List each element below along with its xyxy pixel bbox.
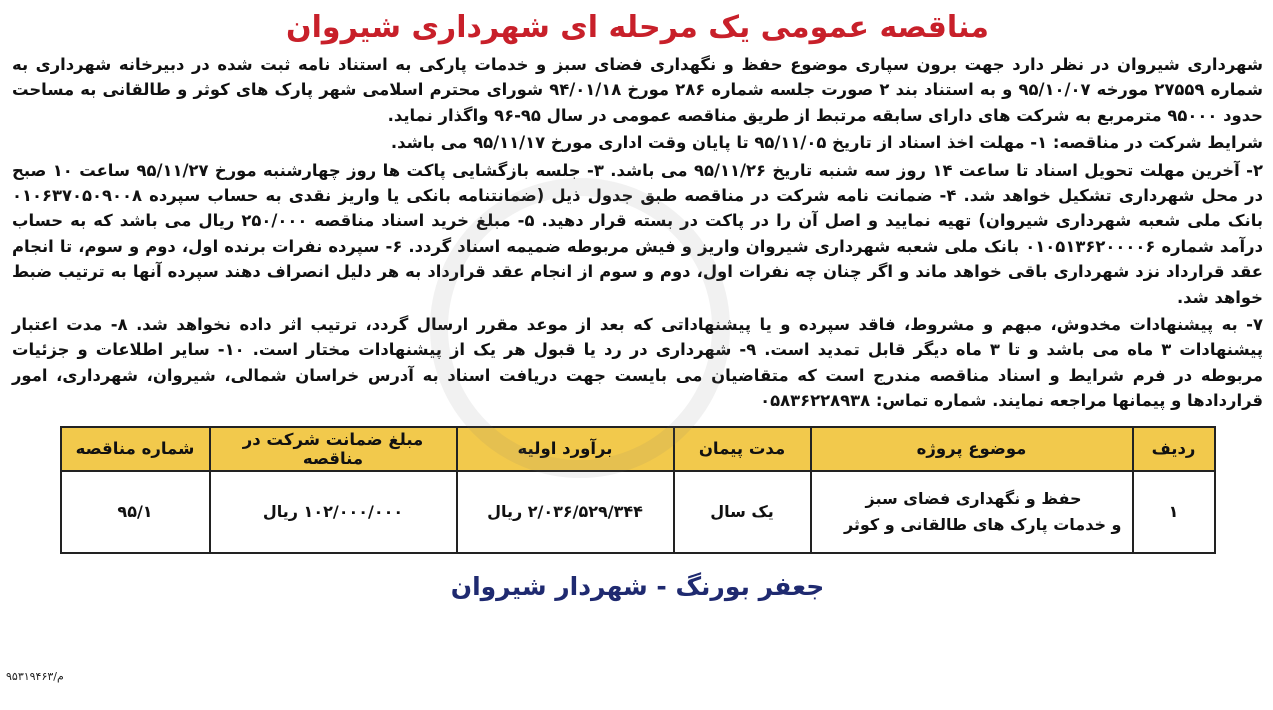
tender-notice xyxy=(0,8,1273,710)
subject-line-2: و خدمات پارک های طالقانی و کوثر xyxy=(843,514,1122,534)
header-estimate: برآورد اولیه xyxy=(457,427,674,471)
condition-1: ۱- مهلت اخذ اسناد از تاریخ ۹۵/۱۱/۰۵ تا پایان وقت اداری مورخ ۹۵/۱۱/۱۷ می باشد. xyxy=(390,133,1048,153)
conditions-line-1 xyxy=(12,130,1263,155)
header-subject: موضوع پروژه xyxy=(811,427,1133,471)
header-guarantee: مبلغ ضمانت شرکت در مناقصه xyxy=(210,427,457,471)
ad-code: ۹۵۳۱۹۴۶۳/م xyxy=(6,670,64,683)
conditions-heading: شرایط شرکت در مناقصه: xyxy=(1052,133,1263,153)
conditions-2-to-6: ۲- آخرین مهلت تحویل اسناد تا ساعت ۱۴ روز سه شنبه تاریخ ۹۵/۱۱/۲۶ می باشد. ۳- جلسه بازگشایی پاکت ها روز چهارشنبه مورخ ۹۵/۱۱/۲۷ ساعت ۱۰ صبح در محل شهرداری تشکیل خواهد شد. ۴- ضمانت نامه شرکت در مناقصه طبق جدول ذیل (ضمانتنامه بانکی یا واریز نقدی به حساب سپرده ۰۱۰۶۳۷۰۵۰۹۰۰۸ بانک ملی شعبه شهرداری شیروان) تهیه نمایید و اصل آن را در پاکت در بسته قرار دهید. ۵- مبلغ خرید اسناد مناقصه ۲۵۰/۰۰۰ ریال می باشد که به حساب درآمد شماره ۰۱۰۵۱۳۶۲۰۰۰۰۶ بانک ملی شعبه شهرداری شیروان واریز و فیش مربوطه ضمیمه اسناد گردد. ۶- سپرده نفرات برنده اول، دوم و سوم، تا انجام عقد قرارداد نزد شهرداری باقی خواهد ماند و اگر چنان چه نفرات اول، دوم و سوم از انجام عقد قرارداد به هر دلیل انصراف دهند سپرده آنها به ترتیب ضبط خواهد شد. xyxy=(12,160,1263,307)
table-header-row xyxy=(61,427,1215,471)
cell-tender-number: ۹۵/۱ xyxy=(61,471,210,553)
cell-duration: یک سال xyxy=(674,471,811,553)
intro-paragraph: شهرداری شیروان در نظر دارد جهت برون سپاری موضوع حفظ و نگهداری فضای سبز و خدمات پارکی به استناد نامه ثبت شده در دبیرخانه شهرداری به شماره ۲۷۵۵۹ مورخه ۹۵/۱۰/۰۷ و به استناد بند ۲ صورت جلسه شماره ۲۸۶ مورخ ۹۴/۰۱/۱۸ شورای محترم اسلامی شهر پارک های کوثر و طالقانی به مساحت حدود ۹۵۰۰۰ مترمربع به شرکت های دارای سابقه مرتبط از طریق مناقصه عمومی در سال ۹۵-۹۶ واگذار نماید. xyxy=(12,55,1263,125)
table-row xyxy=(61,471,1215,553)
notice-body xyxy=(8,52,1267,414)
header-duration: مدت پیمان xyxy=(674,427,811,471)
cell-subject xyxy=(811,471,1133,553)
header-row-number: ردیف xyxy=(1133,427,1215,471)
header-tender-number: شماره مناقصه xyxy=(61,427,210,471)
subject-line-1: حفظ و نگهداری فضای سبز xyxy=(865,488,1082,508)
cell-row-number: ۱ xyxy=(1133,471,1215,553)
cell-estimate: ۲/۰۳۶/۵۲۹/۳۴۴ ریال xyxy=(457,471,674,553)
conditions-7-to-10: ۷- به پیشنهادات مخدوش، مبهم و مشروط، فاقد سپرده و یا پیشنهاداتی که بعد از موعد مقرر ارسال گردد، ترتیب اثر داده نخواهد شد. ۸- مدت اعتبار پیشنهادات ۳ ماه می باشد و تا ۳ ماه دیگر قابل تمدید است. ۹- شهرداری در رد یا قبول هر یک از پیشنهادات مختار است. ۱۰- سایر اطلاعات و جزئیات مربوطه در فرم شرایط و اسناد مناقصه مندرج است که متقاضیان می بایست جهت دریافت اسناد به آدرس خراسان شمالی، شیروان، شهرداری، امور قراردادها و پیمانها مراجعه نمایند. شماره تماس: ۰۵۸۳۶۲۲۸۹۳۸ xyxy=(12,315,1264,411)
cell-guarantee: ۱۰۲/۰۰۰/۰۰۰ ریال xyxy=(210,471,457,553)
notice-title: مناقصه عمومی یک مرحله ای شهرداری شیروان xyxy=(286,10,989,45)
tender-table xyxy=(60,426,1216,554)
mayor-signature: جعفر بورنگ - شهردار شیروان xyxy=(450,571,825,601)
